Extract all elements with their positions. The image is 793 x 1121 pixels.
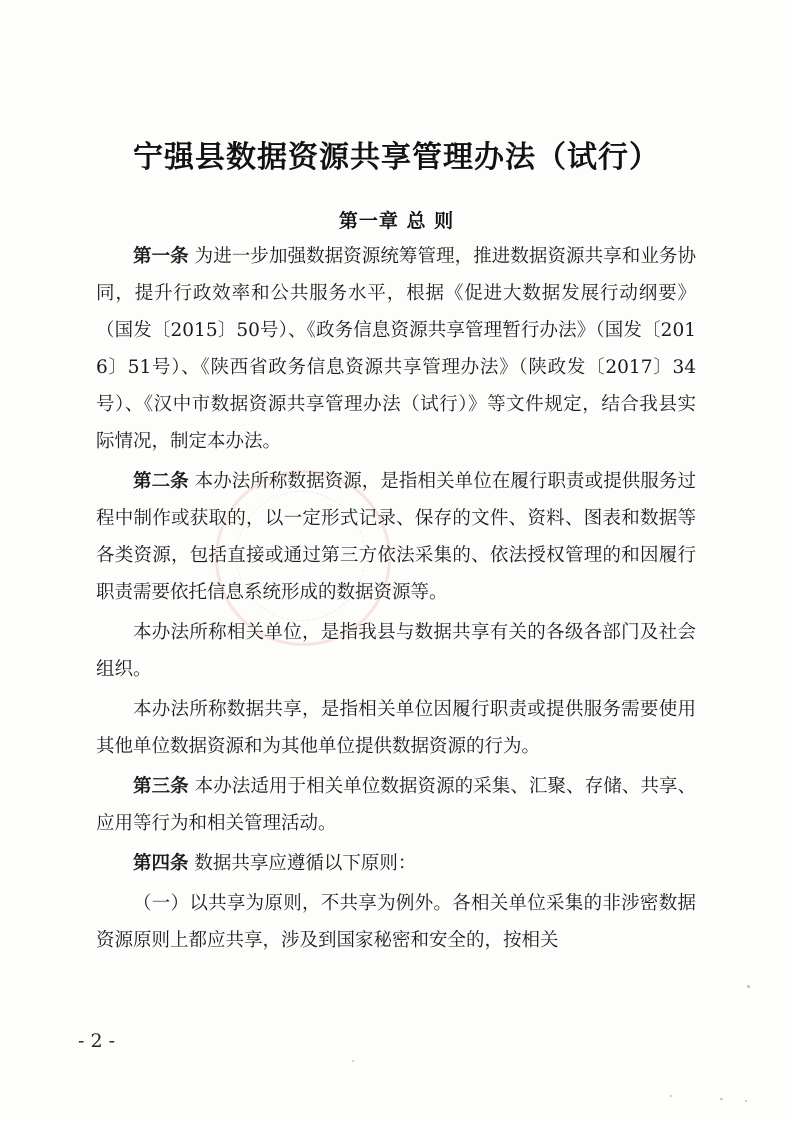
scan-speck: [747, 985, 750, 988]
article-label: 第一条: [133, 246, 189, 267]
paragraph-text: 本办法所称相关单位，是指我县与数据共享有关的各级各部门及社会组织。: [96, 622, 696, 680]
paragraph-article-4: [96, 845, 696, 882]
paragraph-text: 数据共享应遵循以下原则：: [194, 853, 417, 874]
paragraph-text: 为进一步加强数据资源统筹管理，推进数据资源共享和业务协同，提升行政效率和公共服务水平，根据《促进大数据发展行动纲要》（国发〔2015〕50号）、《政务信息资源共享管理暂行办法》（国发〔2016〕51号）、《陕西省政务信息资源共享管理办法》（陕政发〔2017〕34号）、《汉中市数据资源共享管理办法（试行）》等文件规定，结合我县实际情况，制定本办法。: [96, 246, 696, 452]
paragraph-article-1: [96, 238, 696, 460]
paragraph-related-units: [96, 614, 696, 688]
document-body: [96, 238, 696, 962]
scan-speck: [745, 1100, 747, 1102]
paragraph-article-2: [96, 463, 696, 611]
page-number: - 2 -: [78, 1030, 116, 1052]
scan-speck: [720, 1098, 723, 1100]
paragraph-text: （一）以共享为原则，不共享为例外。各相关单位采集的非涉密数据资源原则上都应共享，涉及到国家秘密和安全的，按相关: [96, 893, 696, 951]
chapter-heading: 第一章 总 则: [338, 210, 455, 232]
paragraph-text: 本办法所称数据共享，是指相关单位因履行职责或提供服务需要使用其他单位数据资源和为其他单位提供数据资源的行为。: [96, 699, 696, 757]
paragraph-principle-1: [96, 885, 696, 959]
scan-speck: [670, 1095, 672, 1097]
paragraph-data-sharing: [96, 691, 696, 765]
article-label: 第二条: [133, 471, 189, 492]
article-label: 第三条: [133, 776, 189, 797]
paragraph-text: 本办法适用于相关单位数据资源的采集、汇聚、存储、共享、应用等行为和相关管理活动。: [96, 776, 696, 834]
article-label: 第四条: [133, 853, 189, 874]
document-title: 宁强县数据资源共享管理办法（试行）: [133, 140, 660, 175]
paragraph-article-3: [96, 768, 696, 842]
scan-speck: [352, 1060, 354, 1062]
paragraph-text: 本办法所称数据资源，是指相关单位在履行职责或提供服务过程中制作或获取的，以一定形式记录、保存的文件、资料、图表和数据等各类资源，包括直接或通过第三方依法采集的、依法授权管理的和因履行职责需要依托信息系统形成的数据资源等。: [96, 471, 696, 603]
